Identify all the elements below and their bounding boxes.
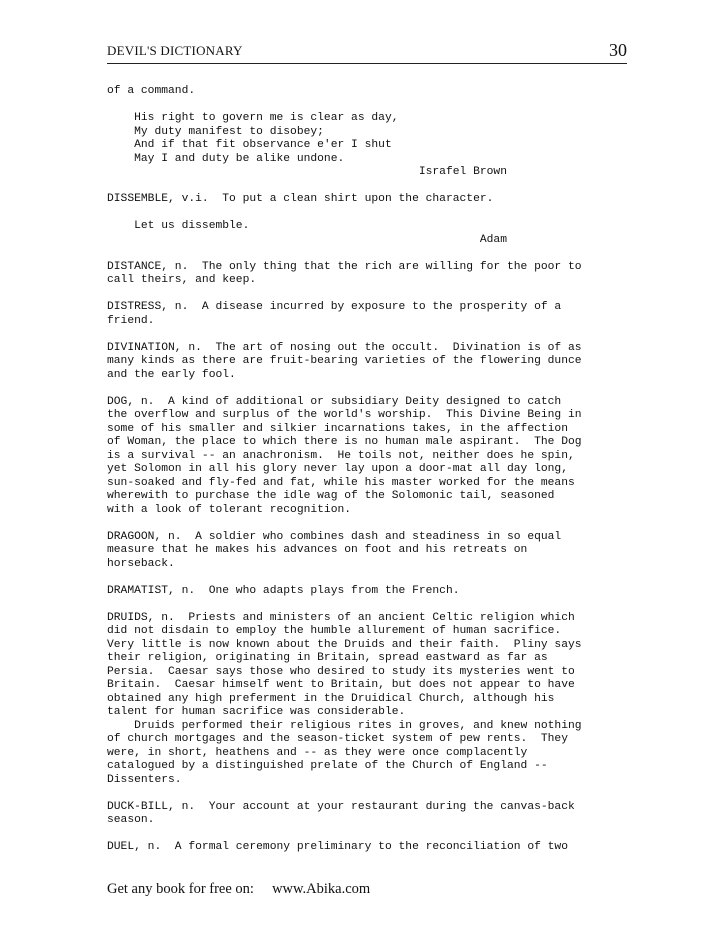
text-line: Britain. Caesar himself went to Britain, but does not appear to have <box>107 679 575 691</box>
page-header <box>107 40 627 62</box>
blank-line <box>107 99 627 113</box>
text-line: His right to govern me is clear as day, <box>107 112 399 124</box>
text-line: and the early fool. <box>107 368 236 381</box>
text-line: many kinds as there are fruit-bearing varieties of the flowering dunce <box>107 355 582 367</box>
text-line: sun-soaked and fly-fed and fat, while his master worked for the means <box>107 476 575 489</box>
blank-line <box>107 828 627 842</box>
text-line: call theirs, and keep. <box>107 274 257 286</box>
text-line: season. <box>107 814 155 826</box>
text-line: with a look of tolerant recognition. <box>107 503 352 516</box>
footer-text: Get any book for free on: www.Abika.com <box>107 881 371 897</box>
text-line: were, in short, heathens and -- as they were once complacently <box>107 746 528 759</box>
text-line: of a command. <box>107 85 196 97</box>
text-line: yet Solomon in all his glory never lay upon a door-mat all day long, <box>107 463 568 475</box>
text-line: of church mortgages and the season-ticket system of pew rents. They <box>107 733 568 745</box>
text-line: horseback. <box>107 557 175 570</box>
book-title: DEVIL'S DICTIONARY <box>107 43 243 58</box>
text-line: is a survival -- an anachronism. He toils not, neither does he spin, <box>107 449 575 462</box>
text-line: DOG, n. A kind of additional or subsidiary Deity designed to catch <box>107 395 562 408</box>
text-line: DUCK-BILL, n. Your account at your restaurant during the canvas-back <box>107 800 575 813</box>
blank-line <box>107 787 627 801</box>
text-line: measure that he makes his advances on foot and his retreats on <box>107 544 528 556</box>
text-line: catalogued by a distinguished prelate of the Church of England -- <box>107 760 548 772</box>
text-line: DUEL, n. A formal ceremony preliminary to the reconciliation of two <box>107 841 568 853</box>
text-line: Persia. Caesar says those who desired to study its mysteries went to <box>107 665 575 678</box>
text-line: DRAGOON, n. A soldier who combines dash and steadiness in so equal <box>107 530 562 543</box>
header-rule <box>107 63 627 64</box>
text-line: Let us dissemble. <box>107 220 250 232</box>
text-line: DIVINATION, n. The art of nosing out the occult. Divination is of as <box>107 341 582 354</box>
text-line: the overflow and surplus of the world's worship. This Divine Being in <box>107 409 582 421</box>
blank-line <box>107 288 627 302</box>
text-line: some of his smaller and silkier incarnations takes, in the affection <box>107 422 568 435</box>
blank-line <box>107 247 627 261</box>
text-line: Israfel Brown <box>107 166 507 178</box>
text-line: friend. <box>107 314 155 327</box>
blank-line <box>107 598 627 612</box>
text-line: And if that fit observance e'er I shut <box>107 139 392 151</box>
text-line: talent for human sacrifice was considerable. <box>107 706 406 718</box>
text-line: DRAMATIST, n. One who adapts plays from the French. <box>107 584 460 597</box>
text-line: May I and duty be alike undone. <box>107 152 345 165</box>
text-line: DISSEMBLE, v.i. To put a clean shirt upon the character. <box>107 193 494 205</box>
text-line: of Woman, the place to which there is no human male aspirant. The Dog <box>107 436 582 448</box>
page-number: 30 <box>609 40 627 60</box>
blank-line <box>107 517 627 531</box>
blank-line <box>107 328 627 342</box>
blank-line <box>107 382 627 396</box>
text-line: Adam <box>107 233 507 246</box>
text-line: Very little is now known about the Druids and their faith. Pliny says <box>107 638 582 651</box>
text-line: Dissenters. <box>107 773 182 786</box>
text-line: did not disdain to employ the humble allurement of human sacrifice. <box>107 625 562 637</box>
blank-line <box>107 180 627 194</box>
text-line: My duty manifest to disobey; <box>107 125 324 138</box>
text-line: DRUIDS, n. Priests and ministers of an ancient Celtic religion which <box>107 611 575 624</box>
dictionary-body <box>107 85 627 855</box>
text-line: obtained any high preferment in the Druidical Church, although his <box>107 692 555 705</box>
text-line: Druids performed their religious rites in groves, and knew nothing <box>107 719 582 732</box>
blank-line <box>107 207 627 221</box>
text-line: DISTRESS, n. A disease incurred by exposure to the prosperity of a <box>107 301 562 313</box>
text-line: their religion, originating in Britain, spread eastward as far as <box>107 652 548 664</box>
text-line: DISTANCE, n. The only thing that the rich are willing for the poor to <box>107 260 582 273</box>
blank-line <box>107 571 627 585</box>
text-line: wherewith to purchase the idle wag of the Solomonic tail, seasoned <box>107 490 555 502</box>
